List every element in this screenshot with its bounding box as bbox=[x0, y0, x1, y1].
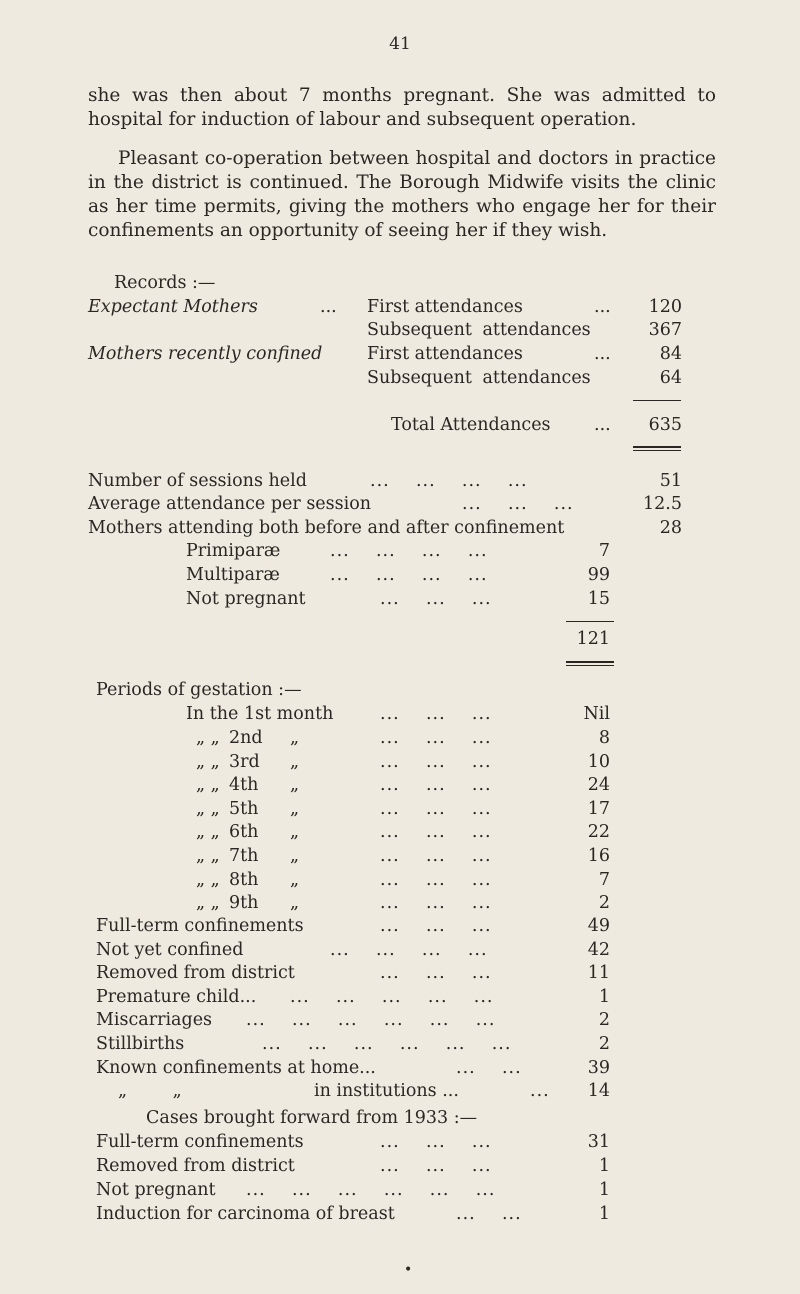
brought-forward-value: 1 bbox=[598, 1204, 610, 1224]
sessions-value: 51 bbox=[659, 471, 682, 491]
ditto-mark: „ „ bbox=[196, 775, 220, 796]
ditto-mark: „ bbox=[290, 893, 300, 914]
outcome-value: 2 bbox=[598, 1034, 610, 1054]
both-confinement-label: Mothers attending both before and after confinement bbox=[88, 518, 565, 538]
ditto-mark: „ bbox=[290, 846, 300, 866]
records-row-label: Subsequent attendances bbox=[367, 320, 591, 340]
records-heading: Records :— bbox=[114, 273, 216, 293]
ditto-mark: „ bbox=[290, 869, 300, 890]
total-double-rule bbox=[633, 446, 681, 451]
dots: ... ... ... bbox=[380, 822, 492, 843]
dots: ... ... ... ... ... ... bbox=[262, 1034, 512, 1054]
outcome-label: Full-term confinements bbox=[96, 916, 304, 936]
ditto-mark: „ „ bbox=[118, 1081, 182, 1102]
dots: ... ... ... ... bbox=[330, 565, 488, 585]
dots: ... ... ... bbox=[380, 869, 492, 890]
records-row-label: First attendances bbox=[367, 344, 523, 364]
dots: ... bbox=[320, 297, 337, 317]
not-pregnant-value: 15 bbox=[587, 589, 610, 609]
brought-forward-value: 1 bbox=[598, 1180, 610, 1200]
outcome-label: Not yet confined bbox=[96, 939, 244, 960]
not-pregnant-label: Not pregnant bbox=[186, 589, 306, 609]
categories-double-rule bbox=[566, 661, 614, 666]
outcome-value: 11 bbox=[587, 963, 610, 984]
dots: ... ... ... ... bbox=[370, 471, 528, 491]
dots: ... ... ... ... bbox=[330, 541, 488, 561]
dots: ... ... ... bbox=[380, 775, 492, 796]
expectant-mothers-label: Expectant Mothers bbox=[88, 297, 258, 317]
gestation-heading: Periods of gestation :— bbox=[96, 680, 302, 700]
dots: ... ... ... ... ... ... bbox=[246, 1180, 496, 1200]
outcome-value: 42 bbox=[587, 939, 610, 960]
ditto-mark: „ „ bbox=[196, 846, 220, 866]
outcome-label: Known confinements at home... bbox=[96, 1057, 376, 1078]
brought-forward-label: Full-term confinements bbox=[96, 1132, 304, 1152]
brought-forward-value: 31 bbox=[587, 1132, 610, 1152]
ditto-mark: „ bbox=[290, 798, 300, 819]
brought-forward-heading: Cases brought forward from 1933 :— bbox=[146, 1108, 478, 1128]
dots: ... bbox=[594, 297, 611, 317]
both-confinement-value: 28 bbox=[659, 518, 682, 538]
ditto-mark: „ „ bbox=[196, 751, 220, 772]
gestation-value: 22 bbox=[587, 822, 610, 843]
dots: ... ... ... bbox=[380, 728, 492, 748]
page-mark: • bbox=[404, 1262, 413, 1278]
multiparae-value: 99 bbox=[587, 565, 610, 585]
gestation-month: 2nd bbox=[229, 728, 263, 748]
gestation-month: 7th bbox=[229, 846, 259, 866]
outcome-label: Premature child... bbox=[96, 986, 257, 1007]
gestation-value: 2 bbox=[598, 893, 610, 914]
gestation-month: 8th bbox=[229, 869, 259, 890]
dots: ... ... ... bbox=[380, 589, 492, 609]
outcome-value: 49 bbox=[587, 916, 610, 936]
mothers-recently-confined-label: Mothers recently confined bbox=[88, 344, 323, 364]
dots: ... ... ... ... bbox=[330, 939, 488, 960]
dots: ... ... bbox=[456, 1204, 522, 1224]
paragraph-2: Pleasant co-operation between hospital and doctors in practice in the district is continued. The Borough Midwife visits the clinic as her time permits, giving the mothers who engage her for their confinements an opportunity of seeing her if they wish. bbox=[88, 148, 716, 241]
outcome-label: Removed from district bbox=[96, 963, 295, 984]
brought-forward-label: Induction for carcinoma of breast bbox=[96, 1204, 395, 1224]
outcome-value: 14 bbox=[587, 1081, 610, 1102]
ditto-mark: „ „ bbox=[196, 869, 220, 890]
average-attendance-label: Average attendance per session bbox=[88, 494, 372, 514]
multiparae-label: Multiparæ bbox=[186, 565, 280, 585]
outcome-label: Miscarriages bbox=[96, 1010, 213, 1031]
outcome-value: 2 bbox=[598, 1010, 610, 1031]
dots: ... ... ... bbox=[462, 494, 574, 514]
records-row-label: Subsequent attendances bbox=[367, 368, 591, 388]
ditto-mark: „ „ bbox=[196, 798, 220, 819]
categories-rule bbox=[566, 621, 614, 622]
ditto-mark: „ bbox=[290, 822, 300, 843]
categories-total: 121 bbox=[576, 629, 610, 649]
ditto-mark: „ „ bbox=[196, 728, 220, 748]
gestation-month: 6th bbox=[229, 822, 259, 843]
dots: ... ... bbox=[456, 1057, 522, 1078]
dots: ... ... ... ... ... bbox=[290, 986, 494, 1007]
gestation-value: 17 bbox=[587, 798, 610, 819]
primiparae-value: 7 bbox=[598, 541, 610, 561]
dots: ... ... ... bbox=[380, 916, 492, 936]
ditto-mark: „ bbox=[290, 728, 300, 748]
primiparae-label: Primiparæ bbox=[186, 541, 281, 561]
brought-forward-value: 1 bbox=[598, 1156, 610, 1176]
gestation-first-value: Nil bbox=[583, 704, 610, 724]
brought-forward-label: Not pregnant bbox=[96, 1180, 216, 1200]
gestation-month: 9th bbox=[229, 893, 259, 914]
dots: ... ... ... bbox=[380, 704, 492, 724]
ditto-mark: „ bbox=[290, 751, 300, 772]
brought-forward-label: Removed from district bbox=[96, 1156, 295, 1176]
records-row-value: 84 bbox=[659, 344, 682, 364]
dots: ... ... ... ... ... ... bbox=[246, 1010, 496, 1031]
gestation-value: 24 bbox=[587, 775, 610, 796]
gestation-value: 16 bbox=[587, 846, 610, 866]
gestation-value: 8 bbox=[598, 728, 610, 748]
outcome-value: 39 bbox=[587, 1057, 610, 1078]
outcome-label: in institutions ... bbox=[314, 1081, 459, 1102]
gestation-value: 7 bbox=[598, 869, 610, 890]
outcome-label: Stillbirths bbox=[96, 1034, 185, 1054]
subtotal-rule bbox=[633, 400, 681, 401]
total-attendances-value: 635 bbox=[648, 415, 682, 435]
sessions-label: Number of sessions held bbox=[88, 471, 307, 491]
gestation-month: 3rd bbox=[229, 751, 260, 772]
records-row-label: First attendances bbox=[367, 297, 523, 317]
gestation-month: 5th bbox=[229, 798, 259, 819]
dots: ... bbox=[530, 1081, 550, 1102]
dots: ... ... ... bbox=[380, 846, 492, 866]
average-attendance-value: 12.5 bbox=[643, 494, 682, 514]
dots: ... ... ... bbox=[380, 1132, 492, 1152]
gestation-month: 4th bbox=[229, 775, 259, 796]
dots: ... bbox=[594, 344, 611, 364]
gestation-value: 10 bbox=[587, 751, 610, 772]
dots: ... bbox=[594, 415, 611, 435]
page-number: 41 bbox=[389, 34, 411, 54]
paragraph-1: she was then about 7 months pregnant. She was admitted to hospital for induction of labour and subsequent operation. bbox=[88, 85, 716, 130]
records-row-value: 367 bbox=[648, 320, 682, 340]
outcome-value: 1 bbox=[598, 986, 610, 1007]
gestation-first-label: In the 1st month bbox=[186, 704, 334, 724]
ditto-mark: „ „ bbox=[196, 822, 220, 843]
records-row-value: 120 bbox=[648, 297, 682, 317]
records-row-value: 64 bbox=[659, 368, 682, 388]
ditto-mark: „ „ bbox=[196, 893, 220, 914]
dots: ... ... ... bbox=[380, 893, 492, 914]
dots: ... ... ... bbox=[380, 963, 492, 984]
ditto-mark: „ bbox=[290, 775, 300, 796]
dots: ... ... ... bbox=[380, 1156, 492, 1176]
dots: ... ... ... bbox=[380, 798, 492, 819]
dots: ... ... ... bbox=[380, 751, 492, 772]
total-attendances-label: Total Attendances bbox=[391, 415, 551, 435]
